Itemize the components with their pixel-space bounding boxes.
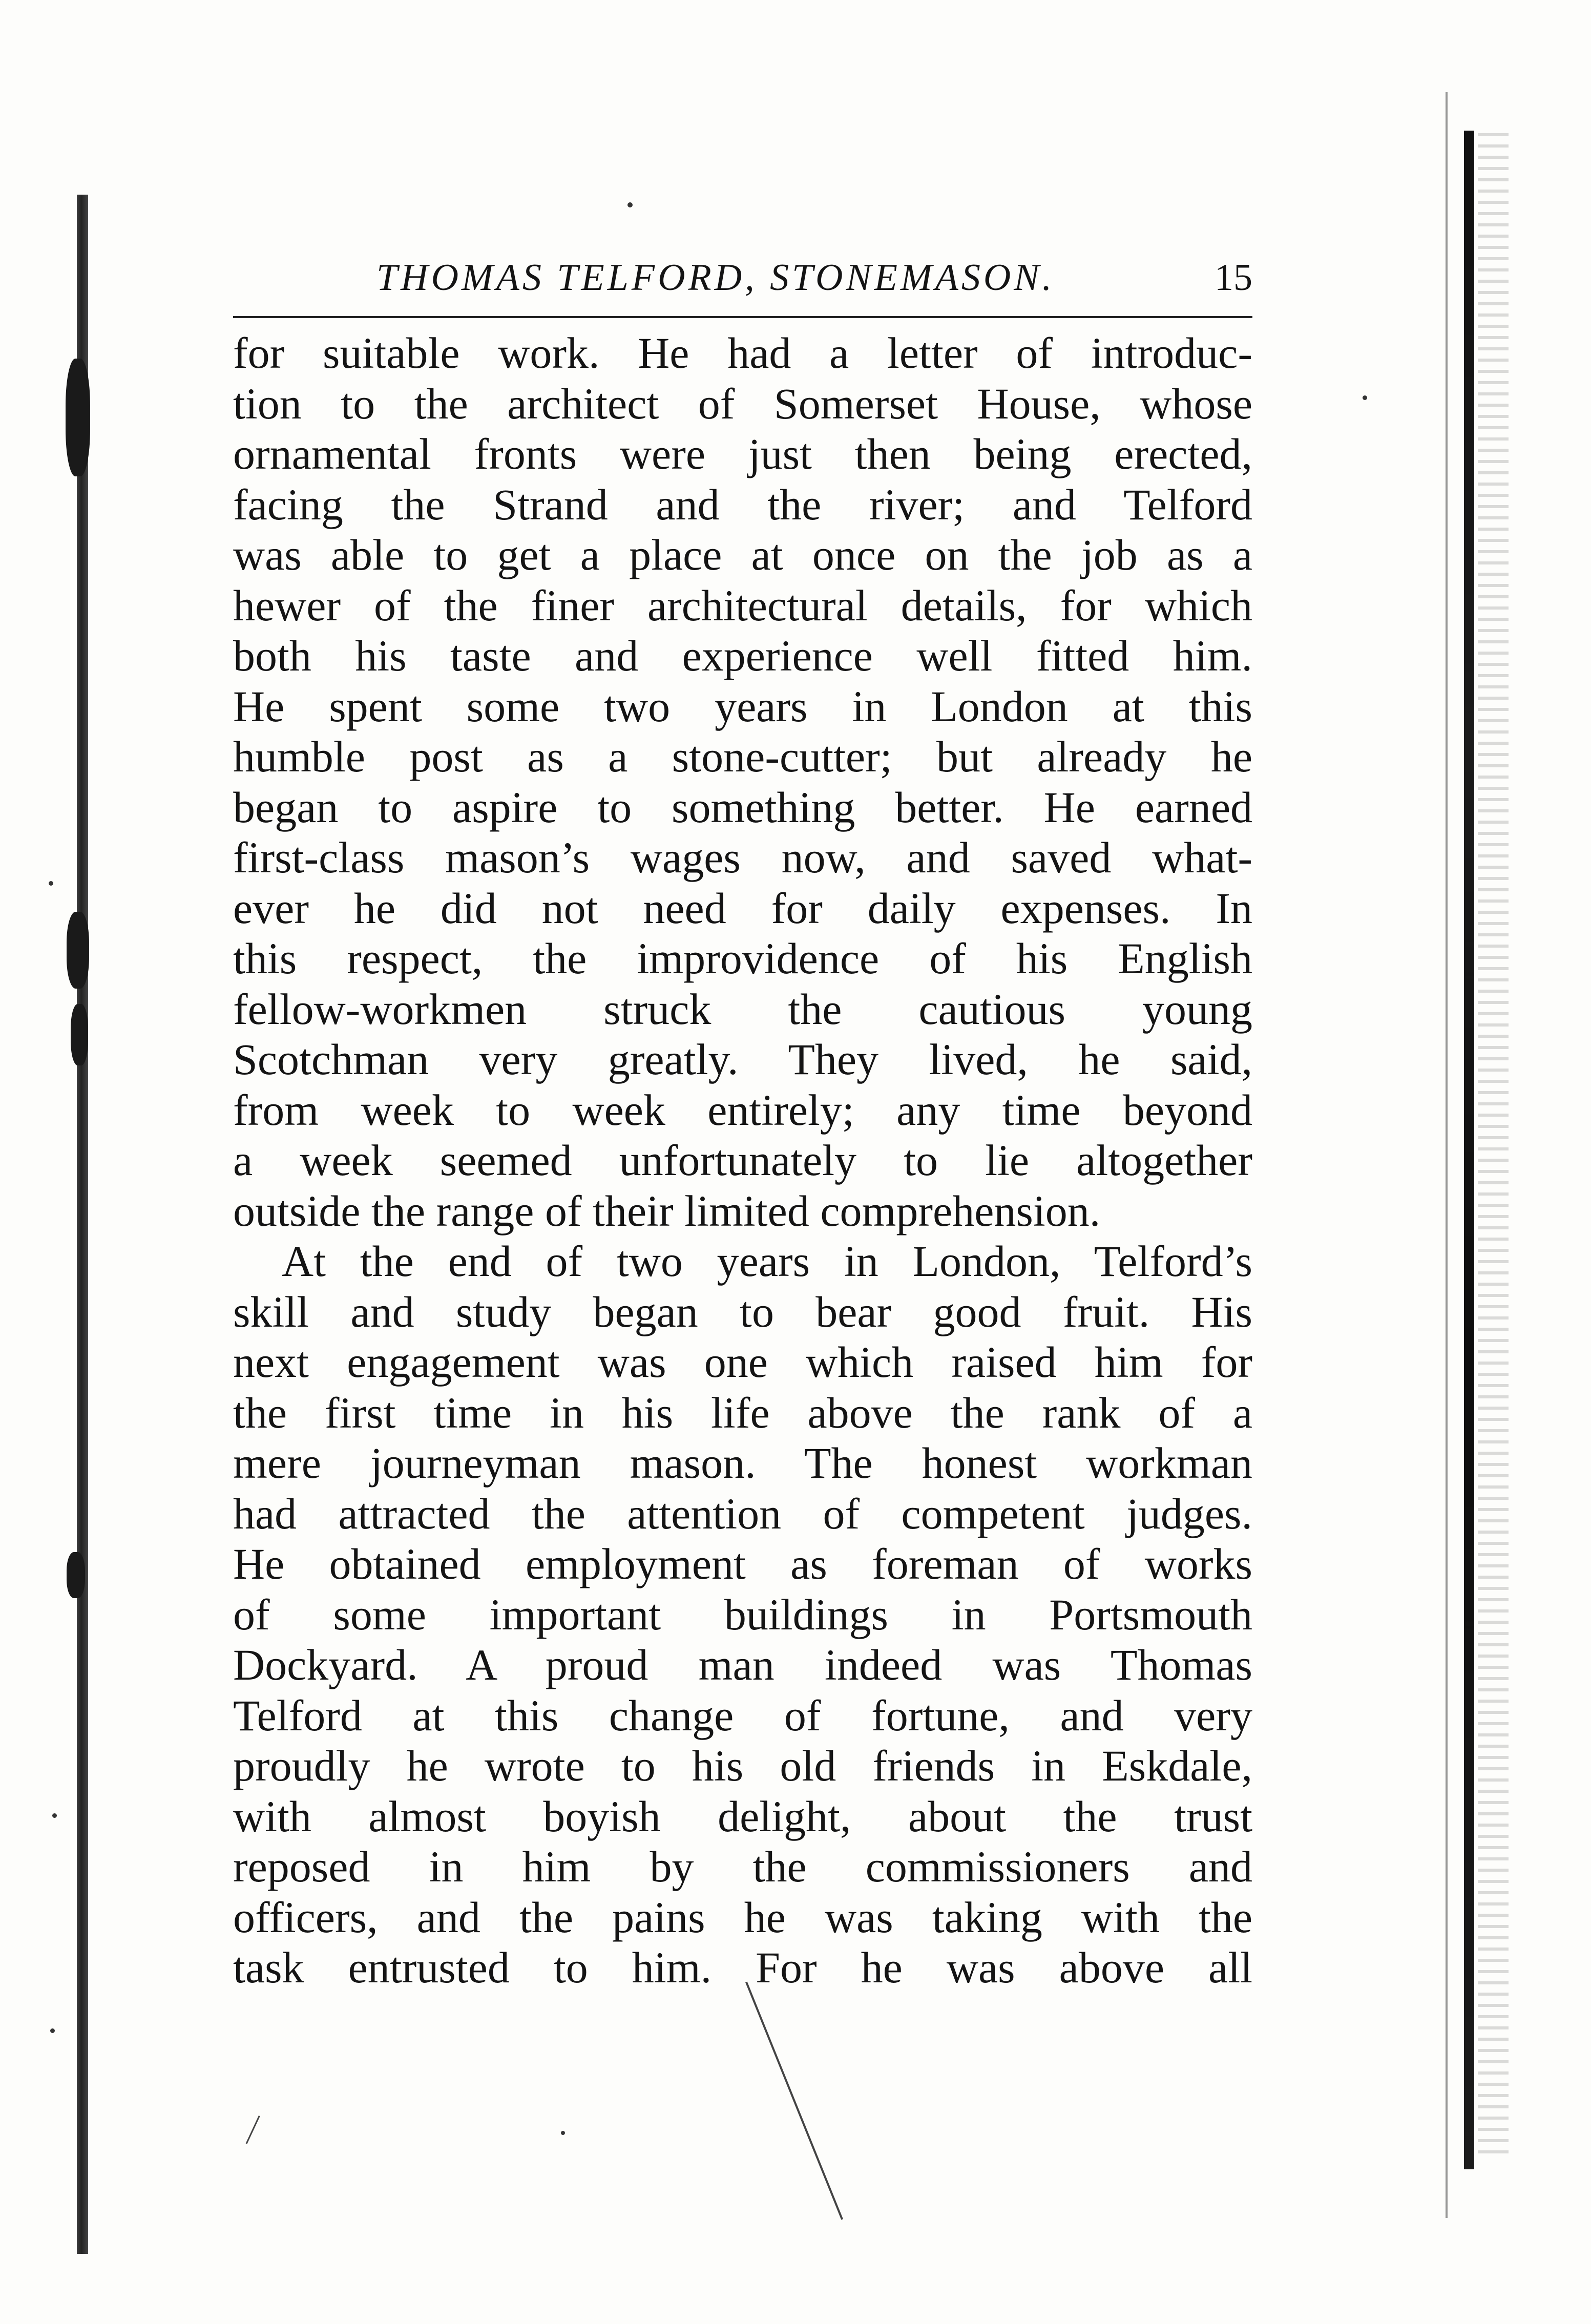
text-line: fellow-workmen struck the cautious young	[233, 984, 1252, 1034]
text-line: for suitable work. He had a letter of introduc-	[233, 328, 1252, 378]
page-edge-speckle	[1478, 133, 1509, 2162]
text-line: Dockyard. A proud man indeed was Thomas	[233, 1640, 1252, 1689]
text-line: outside the range of their limited comprehension.	[233, 1186, 1101, 1236]
text-line: humble post as a stone-cutter; but already he	[233, 732, 1252, 781]
text-line: mere journeyman mason. The honest workman	[233, 1438, 1252, 1488]
scan-speck	[50, 2028, 55, 2033]
running-title: THOMAS TELFORD, STONEMASON.	[376, 257, 1055, 299]
text-line: of some important buildings in Portsmouth	[233, 1589, 1252, 1639]
text-line: the first time in his life above the rank of a	[233, 1388, 1252, 1437]
text-line: was able to get a place at once on the job as a	[233, 530, 1252, 579]
text-line: this respect, the improvidence of his English	[233, 934, 1252, 983]
text-line-paragraph-start: At the end of two years in London, Telford’s	[282, 1237, 1252, 1286]
body-text	[233, 328, 1252, 1993]
scan-speck	[52, 1813, 57, 1818]
text-line: both his taste and experience well fitted him.	[233, 631, 1252, 680]
binding-blot	[71, 1004, 88, 1065]
text-line: next engagement was one which raised him for	[233, 1337, 1252, 1387]
text-line: Scotchman very greatly. They lived, he said,	[233, 1035, 1252, 1084]
binding-shadow-left	[77, 195, 88, 2254]
text-line: reposed in him by the commissioners and	[233, 1842, 1252, 1891]
scan-speck	[1363, 395, 1367, 400]
binding-blot	[66, 359, 90, 476]
text-line: Telford at this change of fortune, and very	[233, 1690, 1252, 1740]
scan-speck	[49, 881, 53, 886]
running-header	[233, 251, 1252, 307]
text-line: from week to week entirely; any time beyond	[233, 1085, 1252, 1135]
text-line: with almost boyish delight, about the trust	[233, 1791, 1252, 1841]
text-line: had attracted the attention of competent judges.	[233, 1489, 1252, 1538]
text-line: He spent some two years in London at this	[233, 681, 1252, 731]
text-line: He obtained employment as foreman of works	[233, 1539, 1252, 1588]
binding-blot	[67, 1552, 85, 1598]
pen-stroke	[246, 2116, 260, 2144]
text-line: began to aspire to something better. He earned	[233, 782, 1252, 832]
text-line: facing the Strand and the river; and Telford	[233, 479, 1252, 529]
text-line: skill and study began to bear good fruit. His	[233, 1287, 1252, 1336]
text-line: task entrusted to him. For he was above all	[233, 1943, 1252, 1992]
pen-stroke	[745, 1982, 843, 2220]
text-line: a week seemed unfortunately to lie altogether	[233, 1136, 1252, 1185]
text-line: tion to the architect of Somerset House, whose	[233, 379, 1252, 428]
scan-speck	[561, 2131, 565, 2135]
page-edge-shadow-right	[1464, 131, 1474, 2169]
text-line: ever he did not need for daily expenses. In	[233, 883, 1252, 933]
binding-blot	[67, 912, 89, 989]
page-number: 15	[1215, 257, 1252, 299]
text-line: officers, and the pains he was taking with the	[233, 1892, 1252, 1942]
text-line: first-class mason’s wages now, and saved what-	[233, 833, 1252, 882]
page-edge-line	[1446, 92, 1448, 2218]
text-line: ornamental fronts were just then being erected,	[233, 429, 1252, 478]
scan-speck	[627, 202, 633, 207]
text-line: proudly he wrote to his old friends in Eskdale,	[233, 1741, 1252, 1790]
text-line: hewer of the finer architectural details, for which	[233, 580, 1252, 630]
header-rule	[233, 316, 1252, 318]
